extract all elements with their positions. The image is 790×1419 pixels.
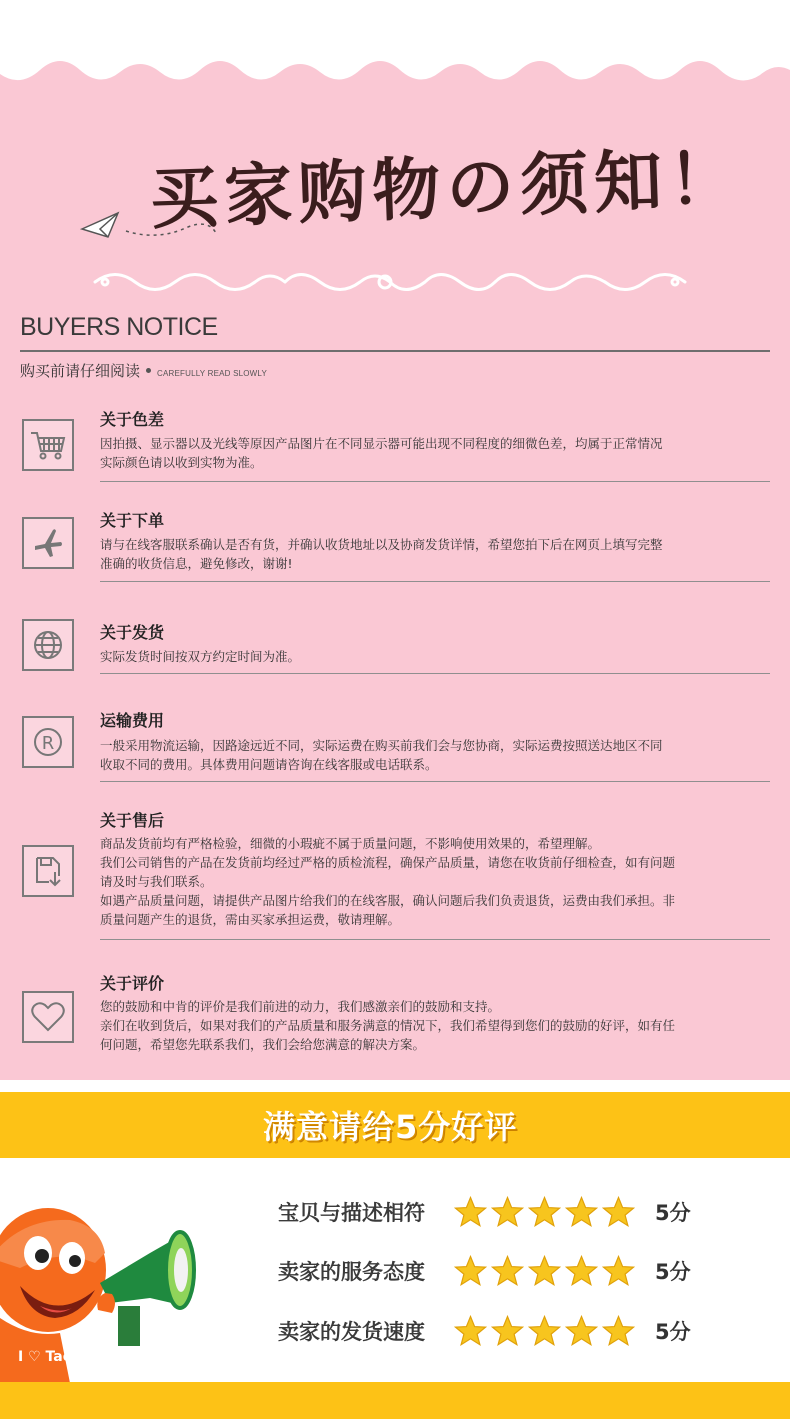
star-icon [454,1255,487,1288]
section-body-order [100,535,760,573]
star-rating [454,1315,635,1348]
star-icon [491,1255,524,1288]
registered-icon [22,716,74,768]
return-box-icon [22,845,74,897]
section-title-freight: 运输费用 [100,711,165,730]
star-icon [602,1255,635,1288]
section-body-freight [100,736,760,774]
buyers-notice-heading: BUYERS NOTICE [20,313,218,341]
section-title-order: 关于下单 [100,511,165,530]
section-line: 您的鼓励和中肯的评价是我们前进的动力，我们感激亲们的鼓励和支持。 [100,999,501,1014]
rating-score: 5分 [655,1260,691,1284]
section-divider [100,781,770,782]
bullet-dot [146,368,151,373]
section-line: 一般采用物流运输，因路途远近不同，实际运费在购买前我们会与您协商，实际运费按照送达地区不同 [100,738,663,753]
rating-label: 宝贝与描述相符 [278,1201,425,1225]
globe-icon [22,619,74,671]
section-line: 我们公司销售的产品在发货前均经过严格的质检流程，确保产品质量，请您在收货前仔细检查，如有问题 [100,855,676,870]
section-line: 亲们在收到货后，如果对我们的产品质量和服务满意的情况下，我们希望得到您们的鼓励的好评，如有任 [100,1018,676,1033]
section-line: 质量问题产生的退货，需由买家承担运费，敬请理解。 [100,912,401,927]
section-body-review [100,997,760,1054]
section-body-color [100,434,760,472]
section-line: 请与在线客服联系确认是否有货，并确认收货地址以及协商发货详情，希望您拍下后在网页上填写完整 [100,537,663,552]
star-rating [454,1196,635,1229]
decorative-flourish [85,262,695,302]
section-divider [100,939,770,940]
star-icon [528,1255,561,1288]
rating-label: 卖家的发货速度 [278,1320,425,1344]
subtitle-en: CAREFULLY READ SLOWLY [157,369,268,378]
section-title-review: 关于评价 [100,974,165,993]
star-icon [528,1315,561,1348]
section-line: 实际颜色请以收到实物为准。 [100,455,263,470]
section-title-shipping: 关于发货 [100,623,165,642]
star-icon [491,1196,524,1229]
read-carefully-subtitle [20,360,267,381]
star-icon [454,1196,487,1229]
section-line: 何问题，希望您先联系我们，我们会给您满意的解决方案。 [100,1037,426,1052]
star-icon [565,1315,598,1348]
scalloped-top-edge [0,0,790,110]
rating-score: 5分 [655,1320,691,1344]
mascot-badge-text: I ♡ Taobao [18,1349,102,1365]
section-divider [100,481,770,482]
section-body-shipping [100,647,760,666]
svg-text:R: R [41,733,55,754]
bottom-yellow-bar [0,1382,790,1419]
subtitle-cn: 购买前请仔细阅读 [20,362,141,380]
rating-banner-text: 满意请给5分好评 [263,1108,518,1146]
section-line: 如遇产品质量问题，请提供产品图片给我们的在线客服，确认问题后我们负责退货，运费由我们承担。非 [100,893,676,908]
section-divider [100,581,770,582]
rating-label: 卖家的服务态度 [278,1260,425,1284]
rating-score: 5分 [655,1201,691,1225]
star-rating [454,1255,635,1288]
mascot-megaphone-illustration [0,1198,200,1383]
section-title-color: 关于色差 [100,410,165,429]
section-line: 商品发货前均有严格检验，细微的小瑕疵不属于质量问题，不影响使用效果的，希望理解。 [100,836,601,851]
star-icon [565,1196,598,1229]
star-icon [602,1315,635,1348]
heading-divider [20,350,770,352]
shopping-cart-icon [22,419,74,471]
section-body-aftersales [100,834,760,929]
section-line: 准确的收货信息，避免修改，谢谢! [100,556,293,571]
section-line: 收取不同的费用。具体费用问题请咨询在线客服或电话联系。 [100,757,438,772]
rating-row [278,1311,691,1351]
heart-icon [22,991,74,1043]
star-icon [491,1315,524,1348]
section-line: 因拍摄、显示器以及光线等原因产品图片在不同显示器可能出现不同程度的细微色差，均属于正常情况 [100,436,663,451]
star-icon [454,1315,487,1348]
airplane-icon [22,517,74,569]
rating-row [278,1192,691,1232]
section-divider [100,673,770,674]
rating-row [278,1251,691,1291]
section-title-aftersales: 关于售后 [100,811,165,830]
section-line: 实际发货时间按双方约定时间为准。 [100,649,301,664]
star-icon [602,1196,635,1229]
paper-plane-icon [78,205,218,250]
star-icon [528,1196,561,1229]
star-icon [565,1255,598,1288]
section-line: 请及时与我们联系。 [100,874,213,889]
hero-title: 买家购物の须知！ [148,138,744,240]
